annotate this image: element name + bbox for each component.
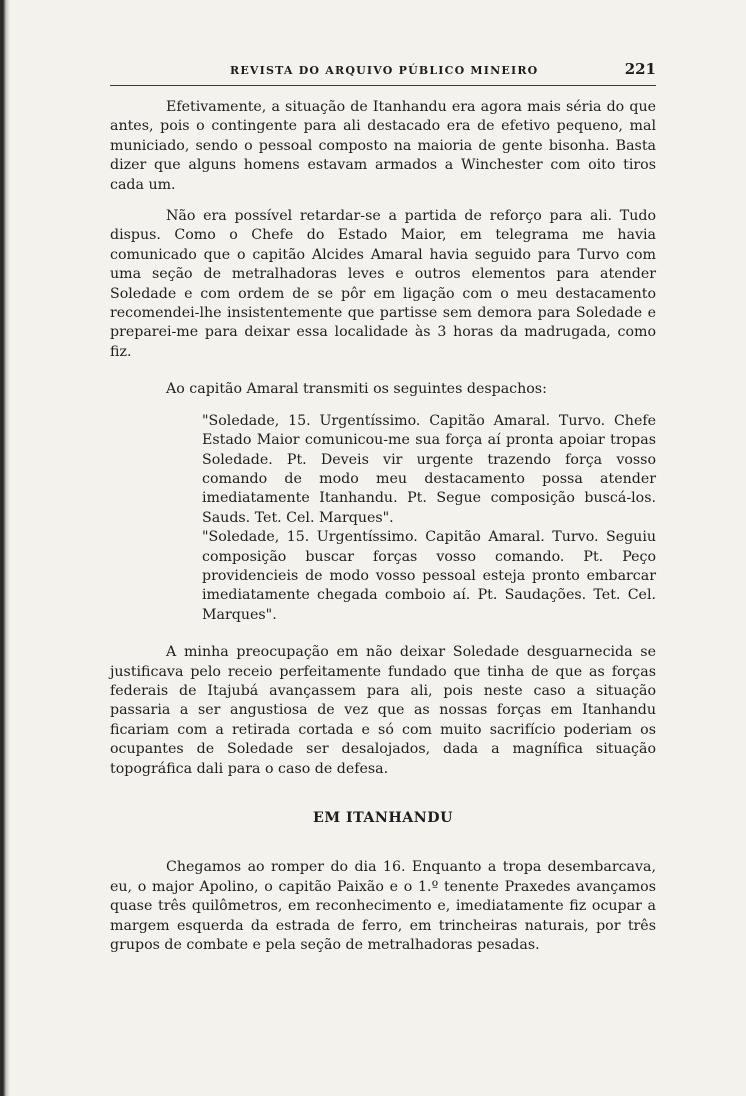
page-number: 221	[624, 60, 656, 78]
paragraph-1: Efetivamente, a situação de Itanhandu era agora mais séria do que antes, pois o contingente para ali destacado era de efetivo pequeno, mal municiado, sendo o pessoal composto na maioria de gente bisonha. Basta dizer que alguns homens estavam armados a Winchester com oito tiros cada um.	[110, 99, 656, 193]
telegram-1: "Soledade, 15. Urgentíssimo. Capitão Amaral. Turvo. Chefe Estado Maior comunicou-me sua força aí pronta apoiar tropas Soledade. Pt. Deveis vir urgente trazendo força vosso comando de modo meu destacamento possa atender imediatamente Itanhandu. Pt. Segue composição buscá-los. Sauds. Tet. Cel. Marques".	[202, 412, 656, 526]
body-text	[110, 98, 656, 955]
paragraph-5: Chegamos ao romper do dia 16. Enquanto a tropa desembarcava, eu, o major Apolino, o capitão Paixão e o 1.º tenente Praxedes avançamos quase três quilômetros, em reconhecimento e, imediatamente fiz ocupar a margem esquerda da estrada de ferro, em trincheiras naturais, por três grupos de combate e pela seção de metralhadoras pesadas.	[110, 859, 656, 954]
telegram-quotes	[202, 412, 656, 625]
header-rule	[110, 85, 656, 86]
page-header	[110, 60, 656, 84]
paragraph-3: Ao capitão Amaral transmiti os seguintes despachos:	[166, 381, 547, 398]
running-head: REVISTA DO ARQUIVO PÚBLICO MINEIRO	[230, 64, 539, 77]
section-heading: EM ITANHANDU	[313, 810, 453, 826]
paragraph-4: A minha preocupação em não deixar Soledade desguarnecida se justificava pelo receio perfeitamente fundado que tinha de que as forças federais de Itajubá avançassem para ali, pois neste caso a situação passaria a ser angustiosa de vez que as nossas forças em Itanhandu ficariam com a retirada cortada e só com muito sacrifício poderiam os ocupantes de Soledade ser desalojados, dada a magnífica situação topográfica dali para o caso de defesa.	[110, 644, 656, 777]
paragraph-2: Não era possível retardar-se a partida de reforço para ali. Tudo dispus. Como o Chefe do Estado Maior, em telegrama me havia comunicado que o capitão Alcides Amaral havia seguido para Turvo com uma seção de metralhadoras leves e outros elementos para atender Soledade e com ordem de se pôr em ligação com o meu destacamento recomendei-lhe insistentemente que partisse sem demora para Soledade e preparei-me para deixar essa localidade às 3 horas da madrugada, como fiz.	[110, 208, 656, 360]
page-edge-shadow	[0, 0, 10, 1096]
telegram-2: "Soledade, 15. Urgentíssimo. Capitão Amaral. Turvo. Seguiu composição buscar forças vosso comando. Pt. Peço providencieis de modo vosso pessoal esteja pronto embarcar imediatamente chegada comboio aí. Pt. Saudações. Tet. Cel. Marques".	[202, 529, 656, 623]
